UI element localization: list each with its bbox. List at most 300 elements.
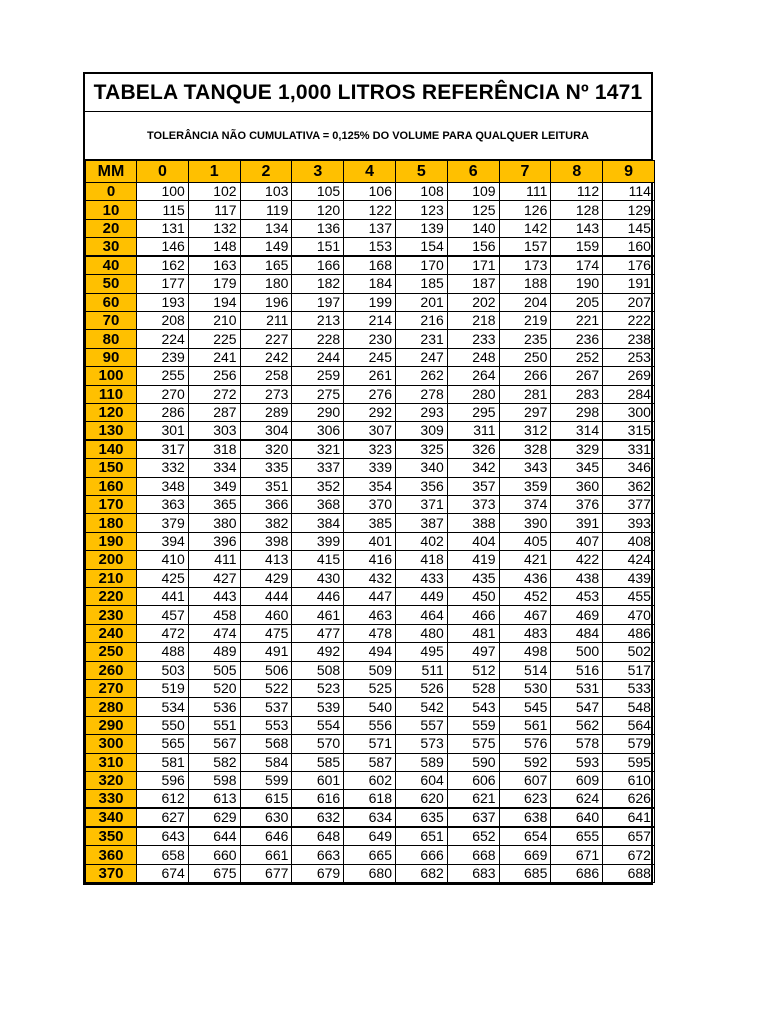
volume-cell: 668 [447,846,499,864]
volume-cell: 581 [137,753,189,771]
volume-cell: 342 [447,459,499,477]
header-row [86,161,655,183]
volume-cell: 419 [447,551,499,569]
volume-cell: 530 [499,679,551,697]
volume-cell: 415 [292,551,344,569]
volume-cell: 366 [240,496,292,514]
volume-cell: 616 [292,790,344,809]
volume-cell: 292 [344,403,396,421]
tank-table-sheet [83,72,653,885]
volume-cell: 455 [603,588,655,606]
volume-cell: 286 [137,403,189,421]
row-mm-label: 250 [86,643,137,661]
volume-cell: 589 [395,753,447,771]
volume-cell: 483 [499,624,551,642]
volume-cell: 525 [344,679,396,697]
volume-cell: 477 [292,624,344,642]
volume-cell: 359 [499,477,551,495]
volume-cell: 187 [447,275,499,293]
volume-cell: 679 [292,864,344,882]
volume-cell: 402 [395,532,447,550]
volume-cell: 391 [551,514,603,532]
volume-cell: 531 [551,679,603,697]
volume-cell: 478 [344,624,396,642]
volume-cell: 269 [603,367,655,385]
volume-cell: 452 [499,588,551,606]
volume-cell: 401 [344,532,396,550]
table-title: TABELA TANQUE 1,000 LITROS REFERÊNCIA Nº 1471 [85,74,651,112]
volume-cell: 193 [137,293,189,311]
volume-cell: 326 [447,440,499,459]
volume-cell: 433 [395,569,447,587]
volume-cell: 512 [447,661,499,679]
volume-cell: 578 [551,735,603,753]
volume-cell: 136 [292,219,344,237]
volume-cell: 498 [499,643,551,661]
volume-cell: 173 [499,256,551,275]
volume-cell: 177 [137,275,189,293]
row-mm-label: 80 [86,330,137,348]
header-col-2: 2 [240,161,292,183]
volume-cell: 185 [395,275,447,293]
volume-cell: 570 [292,735,344,753]
volume-cell: 514 [499,661,551,679]
volume-cell: 466 [447,606,499,624]
volume-cell: 484 [551,624,603,642]
volume-cell: 474 [188,624,240,642]
volume-cell: 663 [292,846,344,864]
row-mm-label: 160 [86,477,137,495]
volume-cell: 457 [137,606,189,624]
volume-cell: 497 [447,643,499,661]
volume-cell: 300 [603,403,655,421]
volume-cell: 390 [499,514,551,532]
volume-cell: 315 [603,422,655,441]
volume-cell: 432 [344,569,396,587]
row-mm-label: 200 [86,551,137,569]
volume-cell: 349 [188,477,240,495]
volume-cell: 245 [344,348,396,366]
row-mm-label: 270 [86,679,137,697]
volume-cell: 612 [137,790,189,809]
table-row [86,403,655,421]
volume-cell: 559 [447,716,499,734]
volume-cell: 661 [240,846,292,864]
volume-cell: 620 [395,790,447,809]
volume-cell: 584 [240,753,292,771]
volume-cell: 470 [603,606,655,624]
volume-cell: 595 [603,753,655,771]
volume-cell: 486 [603,624,655,642]
volume-cell: 464 [395,606,447,624]
volume-cell: 655 [551,827,603,846]
volume-cell: 606 [447,771,499,789]
volume-cell: 377 [603,496,655,514]
volume-cell: 191 [603,275,655,293]
volume-cell: 575 [447,735,499,753]
volume-cell: 201 [395,293,447,311]
table-row [86,238,655,257]
row-mm-label: 30 [86,238,137,257]
volume-cell: 602 [344,771,396,789]
volume-cell: 250 [499,348,551,366]
volume-cell: 188 [499,275,551,293]
table-row [86,588,655,606]
table-row [86,624,655,642]
volume-cell: 565 [137,735,189,753]
volume-cell: 444 [240,588,292,606]
row-mm-label: 370 [86,864,137,882]
volume-cell: 435 [447,569,499,587]
volume-cell: 634 [344,808,396,827]
volume-cell: 609 [551,771,603,789]
row-mm-label: 320 [86,771,137,789]
table-row [86,440,655,459]
volume-cell: 287 [188,403,240,421]
volume-cell: 562 [551,716,603,734]
volume-cell: 438 [551,569,603,587]
volume-cell: 446 [292,588,344,606]
volume-cell: 276 [344,385,396,403]
volume-cell: 610 [603,771,655,789]
volume-cell: 365 [188,496,240,514]
volume-cell: 363 [137,496,189,514]
table-row [86,514,655,532]
volume-cell: 648 [292,827,344,846]
volume-cell: 607 [499,771,551,789]
volume-cell: 599 [240,771,292,789]
volume-cell: 160 [603,238,655,257]
volume-cell: 368 [292,496,344,514]
volume-cell: 410 [137,551,189,569]
volume-cell: 629 [188,808,240,827]
volume-cell: 422 [551,551,603,569]
volume-cell: 314 [551,422,603,441]
volume-cell: 469 [551,606,603,624]
table-row [86,606,655,624]
volume-cell: 506 [240,661,292,679]
volume-cell: 385 [344,514,396,532]
volume-cell: 100 [137,183,189,201]
volume-cell: 284 [603,385,655,403]
volume-cell: 139 [395,219,447,237]
volume-cell: 677 [240,864,292,882]
volume-cell: 303 [188,422,240,441]
volume-cell: 534 [137,698,189,716]
table-row [86,330,655,348]
volume-cell: 176 [603,256,655,275]
volume-cell: 180 [240,275,292,293]
volume-cell: 328 [499,440,551,459]
volume-cell: 190 [551,275,603,293]
header-col-4: 4 [344,161,396,183]
table-row [86,348,655,366]
row-mm-label: 150 [86,459,137,477]
volume-cell: 598 [188,771,240,789]
volume-cell: 508 [292,661,344,679]
volume-cell: 536 [188,698,240,716]
volume-cell: 142 [499,219,551,237]
volume-cell: 509 [344,661,396,679]
volume-cell: 211 [240,311,292,329]
row-mm-label: 180 [86,514,137,532]
volume-cell: 418 [395,551,447,569]
volume-cell: 231 [395,330,447,348]
volume-cell: 275 [292,385,344,403]
table-row [86,477,655,495]
volume-cell: 671 [551,846,603,864]
volume-cell: 301 [137,422,189,441]
volume-cell: 340 [395,459,447,477]
table-row [86,569,655,587]
volume-cell: 261 [344,367,396,385]
row-mm-label: 300 [86,735,137,753]
volume-cell: 488 [137,643,189,661]
volume-cell: 425 [137,569,189,587]
volume-cell: 140 [447,219,499,237]
table-row [86,753,655,771]
volume-cell: 332 [137,459,189,477]
row-mm-label: 220 [86,588,137,606]
volume-cell: 343 [499,459,551,477]
volume-cell: 424 [603,551,655,569]
row-mm-label: 10 [86,201,137,219]
volume-cell: 145 [603,219,655,237]
volume-cell: 682 [395,864,447,882]
volume-cell: 149 [240,238,292,257]
volume-cell: 500 [551,643,603,661]
volume-cell: 548 [603,698,655,716]
volume-cell: 571 [344,735,396,753]
volume-cell: 430 [292,569,344,587]
volume-cell: 582 [188,753,240,771]
volume-cell: 517 [603,661,655,679]
volume-cell: 312 [499,422,551,441]
volume-cell: 244 [292,348,344,366]
volume-cell: 196 [240,293,292,311]
volume-cell: 235 [499,330,551,348]
volume-cell: 669 [499,846,551,864]
header-col-7: 7 [499,161,551,183]
volume-cell: 458 [188,606,240,624]
volume-cell: 162 [137,256,189,275]
volume-cell: 146 [137,238,189,257]
volume-cell: 688 [603,864,655,882]
volume-cell: 208 [137,311,189,329]
volume-cell: 123 [395,201,447,219]
volume-cell: 502 [603,643,655,661]
volume-cell: 239 [137,348,189,366]
header-col-1: 1 [188,161,240,183]
volume-cell: 481 [447,624,499,642]
volume-cell: 384 [292,514,344,532]
volume-cell: 526 [395,679,447,697]
table-row [86,496,655,514]
volume-cell: 472 [137,624,189,642]
volume-cell: 321 [292,440,344,459]
row-mm-label: 50 [86,275,137,293]
volume-cell: 637 [447,808,499,827]
volume-cell: 219 [499,311,551,329]
volume-cell: 154 [395,238,447,257]
volume-cell: 561 [499,716,551,734]
volume-cell: 407 [551,532,603,550]
volume-cell: 411 [188,551,240,569]
volume-cell: 630 [240,808,292,827]
row-mm-label: 60 [86,293,137,311]
volume-cell: 159 [551,238,603,257]
volume-cell: 210 [188,311,240,329]
volume-cell: 554 [292,716,344,734]
volume-cell: 214 [344,311,396,329]
volume-cell: 547 [551,698,603,716]
volume-cell: 184 [344,275,396,293]
volume-cell: 665 [344,846,396,864]
table-row [86,808,655,827]
volume-cell: 238 [603,330,655,348]
volume-cell: 533 [603,679,655,697]
volume-cell: 352 [292,477,344,495]
volume-cell: 258 [240,367,292,385]
volume-cell: 179 [188,275,240,293]
volume-cell: 126 [499,201,551,219]
volume-cell: 207 [603,293,655,311]
volume-cell: 360 [551,477,603,495]
volume-cell: 405 [499,532,551,550]
volume-cell: 542 [395,698,447,716]
volume-cell: 450 [447,588,499,606]
volume-cell: 596 [137,771,189,789]
table-row [86,661,655,679]
table-row [86,201,655,219]
header-col-6: 6 [447,161,499,183]
table-row [86,864,655,882]
volume-cell: 320 [240,440,292,459]
volume-cell: 182 [292,275,344,293]
volume-cell: 370 [344,496,396,514]
volume-cell: 345 [551,459,603,477]
volume-cell: 429 [240,569,292,587]
volume-cell: 463 [344,606,396,624]
volume-cell: 228 [292,330,344,348]
volume-cell: 550 [137,716,189,734]
row-mm-label: 20 [86,219,137,237]
volume-cell: 376 [551,496,603,514]
volume-cell: 613 [188,790,240,809]
volume-cell: 225 [188,330,240,348]
volume-cell: 436 [499,569,551,587]
volume-cell: 641 [603,808,655,827]
volume-cell: 334 [188,459,240,477]
volume-cell: 646 [240,827,292,846]
volume-cell: 489 [188,643,240,661]
table-row [86,716,655,734]
table-row [86,771,655,789]
volume-cell: 399 [292,532,344,550]
volume-cell: 218 [447,311,499,329]
volume-cell: 134 [240,219,292,237]
volume-cell: 108 [395,183,447,201]
volume-cell: 467 [499,606,551,624]
volume-cell: 680 [344,864,396,882]
table-row [86,827,655,846]
row-mm-label: 110 [86,385,137,403]
row-mm-label: 210 [86,569,137,587]
volume-cell: 311 [447,422,499,441]
volume-cell: 153 [344,238,396,257]
row-mm-label: 240 [86,624,137,642]
volume-cell: 262 [395,367,447,385]
volume-cell: 109 [447,183,499,201]
volume-cell: 362 [603,477,655,495]
volume-cell: 297 [499,403,551,421]
volume-cell: 143 [551,219,603,237]
volume-cell: 131 [137,219,189,237]
volume-cell: 453 [551,588,603,606]
volume-cell: 281 [499,385,551,403]
row-mm-label: 280 [86,698,137,716]
volume-cell: 295 [447,403,499,421]
volume-cell: 129 [603,201,655,219]
volume-cell: 156 [447,238,499,257]
volume-cell: 443 [188,588,240,606]
volume-cell: 204 [499,293,551,311]
volume-cell: 503 [137,661,189,679]
volume-cell: 293 [395,403,447,421]
volume-cell: 394 [137,532,189,550]
volume-cell: 174 [551,256,603,275]
volume-cell: 447 [344,588,396,606]
volume-cell: 439 [603,569,655,587]
volume-cell: 199 [344,293,396,311]
table-row [86,293,655,311]
volume-cell: 194 [188,293,240,311]
volume-cell: 511 [395,661,447,679]
table-row [86,679,655,697]
volume-cell: 666 [395,846,447,864]
row-mm-label: 120 [86,403,137,421]
row-mm-label: 0 [86,183,137,201]
volume-cell: 325 [395,440,447,459]
volume-cell: 421 [499,551,551,569]
volume-cell: 460 [240,606,292,624]
volume-cell: 564 [603,716,655,734]
volume-cell: 568 [240,735,292,753]
volume-cell: 621 [447,790,499,809]
volume-cell: 516 [551,661,603,679]
volume-cell: 125 [447,201,499,219]
volume-cell: 132 [188,219,240,237]
volume-cell: 441 [137,588,189,606]
volume-cell: 686 [551,864,603,882]
volume-cell: 615 [240,790,292,809]
volume-cell: 270 [137,385,189,403]
volume-cell: 283 [551,385,603,403]
header-col-5: 5 [395,161,447,183]
volume-cell: 170 [395,256,447,275]
volume-cell: 592 [499,753,551,771]
volume-cell: 224 [137,330,189,348]
volume-cell: 427 [188,569,240,587]
table-row [86,367,655,385]
volume-cell: 396 [188,532,240,550]
volume-cell: 567 [188,735,240,753]
table-row [86,790,655,809]
row-mm-label: 350 [86,827,137,846]
volume-cell: 115 [137,201,189,219]
volume-cell: 221 [551,311,603,329]
volume-cell: 635 [395,808,447,827]
